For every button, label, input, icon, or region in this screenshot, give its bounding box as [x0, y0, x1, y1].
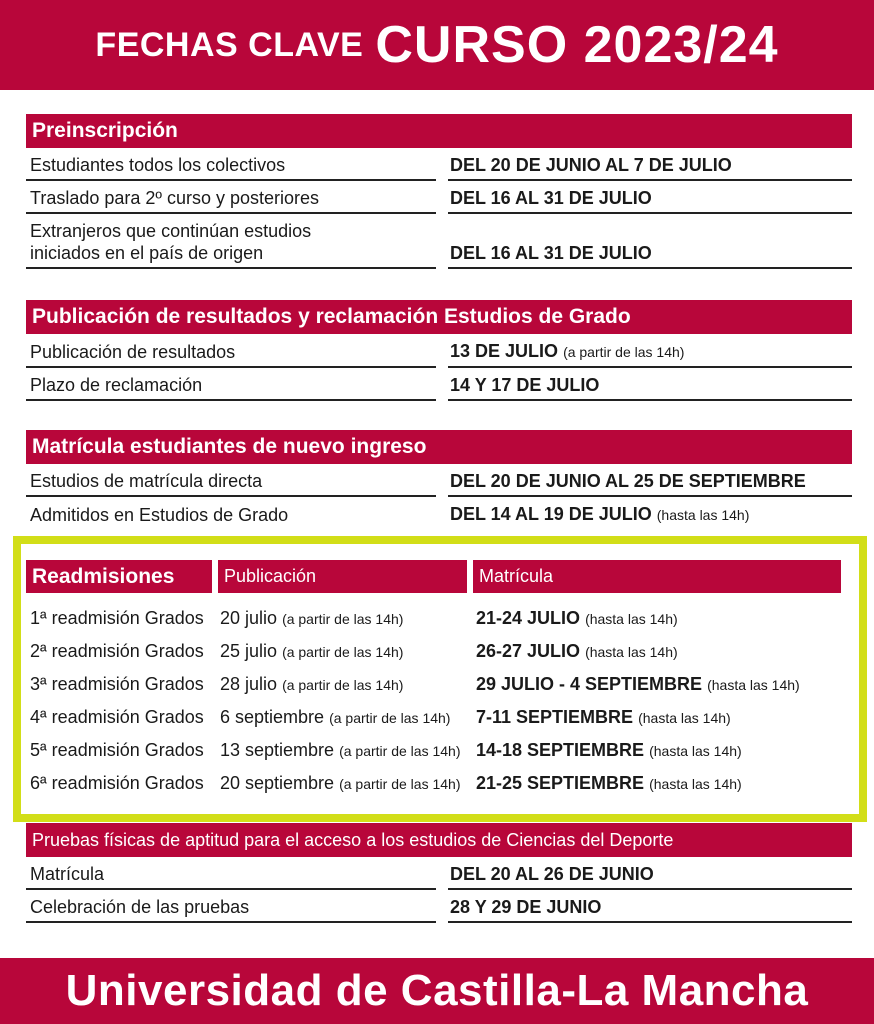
table-row	[26, 497, 852, 529]
readmision-matricula	[476, 674, 800, 695]
readmision-matricula	[476, 608, 678, 629]
row-label	[26, 214, 436, 269]
section-matricula	[26, 430, 852, 529]
publicacion-note: (a partir de las 14h)	[329, 710, 451, 726]
row-label: Matrícula	[26, 857, 436, 890]
section-preinscripcion	[26, 114, 852, 269]
publicacion-date: 20 julio	[220, 608, 278, 628]
readmision-publicacion	[220, 707, 450, 728]
row-label: Plazo de reclamación	[26, 368, 436, 401]
publicacion-note: (a partir de las 14h)	[339, 776, 461, 792]
matricula-note: (hasta las 14h)	[585, 644, 678, 660]
row-label: Estudios de matrícula directa	[26, 464, 436, 497]
readmision-name: 4ª readmisión Grados	[30, 707, 204, 727]
table-row	[26, 464, 852, 497]
row-value-note: (a partir de las 14h)	[563, 344, 685, 360]
publicacion-note: (a partir de las 14h)	[282, 644, 404, 660]
matricula-header: Matrícula	[473, 560, 841, 593]
row-value: DEL 16 AL 31 DE JULIO	[448, 181, 852, 214]
matricula-date: 29 JULIO - 4 SEPTIEMBRE	[476, 674, 703, 694]
readmision-publicacion	[220, 773, 461, 794]
table-row	[26, 214, 852, 269]
table-row	[26, 334, 852, 368]
matricula-date: 14-18 SEPTIEMBRE	[476, 740, 645, 760]
readmisiones-header: Readmisiones	[26, 560, 212, 593]
table-row	[26, 890, 852, 923]
matricula-date: 21-25 SEPTIEMBRE	[476, 773, 645, 793]
table-row	[0, 734, 874, 767]
section-title: Publicación de resultados y reclamación Estudios de Grado	[26, 300, 852, 334]
header-title: CURSO 2023/24	[375, 16, 779, 74]
table-row	[0, 767, 874, 800]
matricula-date: 21-24 JULIO	[476, 608, 581, 628]
readmision-matricula	[476, 773, 742, 794]
row-label: Celebración de las pruebas	[26, 890, 436, 923]
row-label: Admitidos en Estudios de Grado	[30, 505, 289, 525]
publicacion-date: 6 septiembre	[220, 707, 325, 727]
readmision-matricula	[476, 641, 678, 662]
row-value-text: 13 DE JULIO	[450, 341, 559, 361]
row-value	[448, 334, 852, 368]
publicacion-date: 13 septiembre	[220, 740, 335, 760]
section-publicacion	[26, 300, 852, 401]
row-value: 14 Y 17 DE JULIO	[448, 368, 852, 401]
readmision-publicacion	[220, 740, 461, 761]
publicacion-note: (a partir de las 14h)	[339, 743, 461, 759]
row-label: Publicación de resultados	[26, 335, 436, 368]
matricula-note: (hasta las 14h)	[585, 611, 678, 627]
row-label: Estudiantes todos los colectivos	[26, 148, 436, 181]
readmision-name: 6ª readmisión Grados	[30, 773, 204, 793]
table-row	[0, 635, 874, 668]
table-row	[0, 701, 874, 734]
row-value: DEL 20 DE JUNIO AL 7 DE JULIO	[448, 148, 852, 181]
readmision-name: 5ª readmisión Grados	[30, 740, 204, 760]
table-row	[26, 857, 852, 890]
row-value-note: (hasta las 14h)	[656, 507, 750, 523]
matricula-date: 26-27 JULIO	[476, 641, 581, 661]
section-title: Preinscripción	[26, 114, 852, 148]
matricula-date: 7-11 SEPTIEMBRE	[476, 707, 634, 727]
matricula-note: (hasta las 14h)	[707, 677, 800, 693]
readmision-matricula	[476, 707, 731, 728]
row-label: Traslado para 2º curso y posteriores	[26, 181, 436, 214]
table-row	[26, 148, 852, 181]
readmision-name: 1ª readmisión Grados	[30, 608, 204, 628]
matricula-note: (hasta las 14h)	[638, 710, 731, 726]
row-value: 28 Y 29 DE JUNIO	[448, 890, 852, 923]
row-value-text: DEL 14 AL 19 DE JULIO	[450, 504, 652, 524]
row-label-line: Extranjeros que continúan estudios	[30, 221, 312, 241]
table-row	[0, 602, 874, 635]
table-row	[0, 668, 874, 701]
section-pruebas	[26, 823, 852, 923]
table-row	[26, 368, 852, 401]
page-header	[0, 0, 874, 90]
publicacion-note: (a partir de las 14h)	[282, 677, 404, 693]
readmision-name: 2ª readmisión Grados	[30, 641, 204, 661]
row-value: DEL 20 DE JUNIO AL 25 DE SEPTIEMBRE	[448, 464, 852, 497]
header-subtitle: FECHAS CLAVE	[95, 25, 364, 64]
publicacion-header: Publicación	[218, 560, 467, 593]
publicacion-date: 20 septiembre	[220, 773, 335, 793]
row-label-line: iniciados en el país de origen	[30, 243, 264, 263]
matricula-note: (hasta las 14h)	[649, 776, 742, 792]
publicacion-date: 28 julio	[220, 674, 278, 694]
readmision-name: 3ª readmisión Grados	[30, 674, 204, 694]
row-value: DEL 20 AL 26 DE JUNIO	[448, 857, 852, 890]
readmision-matricula	[476, 740, 742, 761]
readmision-publicacion	[220, 608, 403, 629]
footer-university: Universidad de Castilla-La Mancha	[0, 958, 874, 1024]
readmision-publicacion	[220, 674, 403, 695]
section-title: Pruebas físicas de aptitud para el acceso a los estudios de Ciencias del Deporte	[26, 823, 852, 857]
matricula-note: (hasta las 14h)	[649, 743, 742, 759]
section-title: Matrícula estudiantes de nuevo ingreso	[26, 430, 852, 464]
publicacion-date: 25 julio	[220, 641, 278, 661]
row-value: DEL 16 AL 31 DE JULIO	[448, 236, 852, 269]
table-row	[26, 181, 852, 214]
publicacion-note: (a partir de las 14h)	[282, 611, 404, 627]
row-value	[448, 497, 852, 529]
readmision-publicacion	[220, 641, 403, 662]
